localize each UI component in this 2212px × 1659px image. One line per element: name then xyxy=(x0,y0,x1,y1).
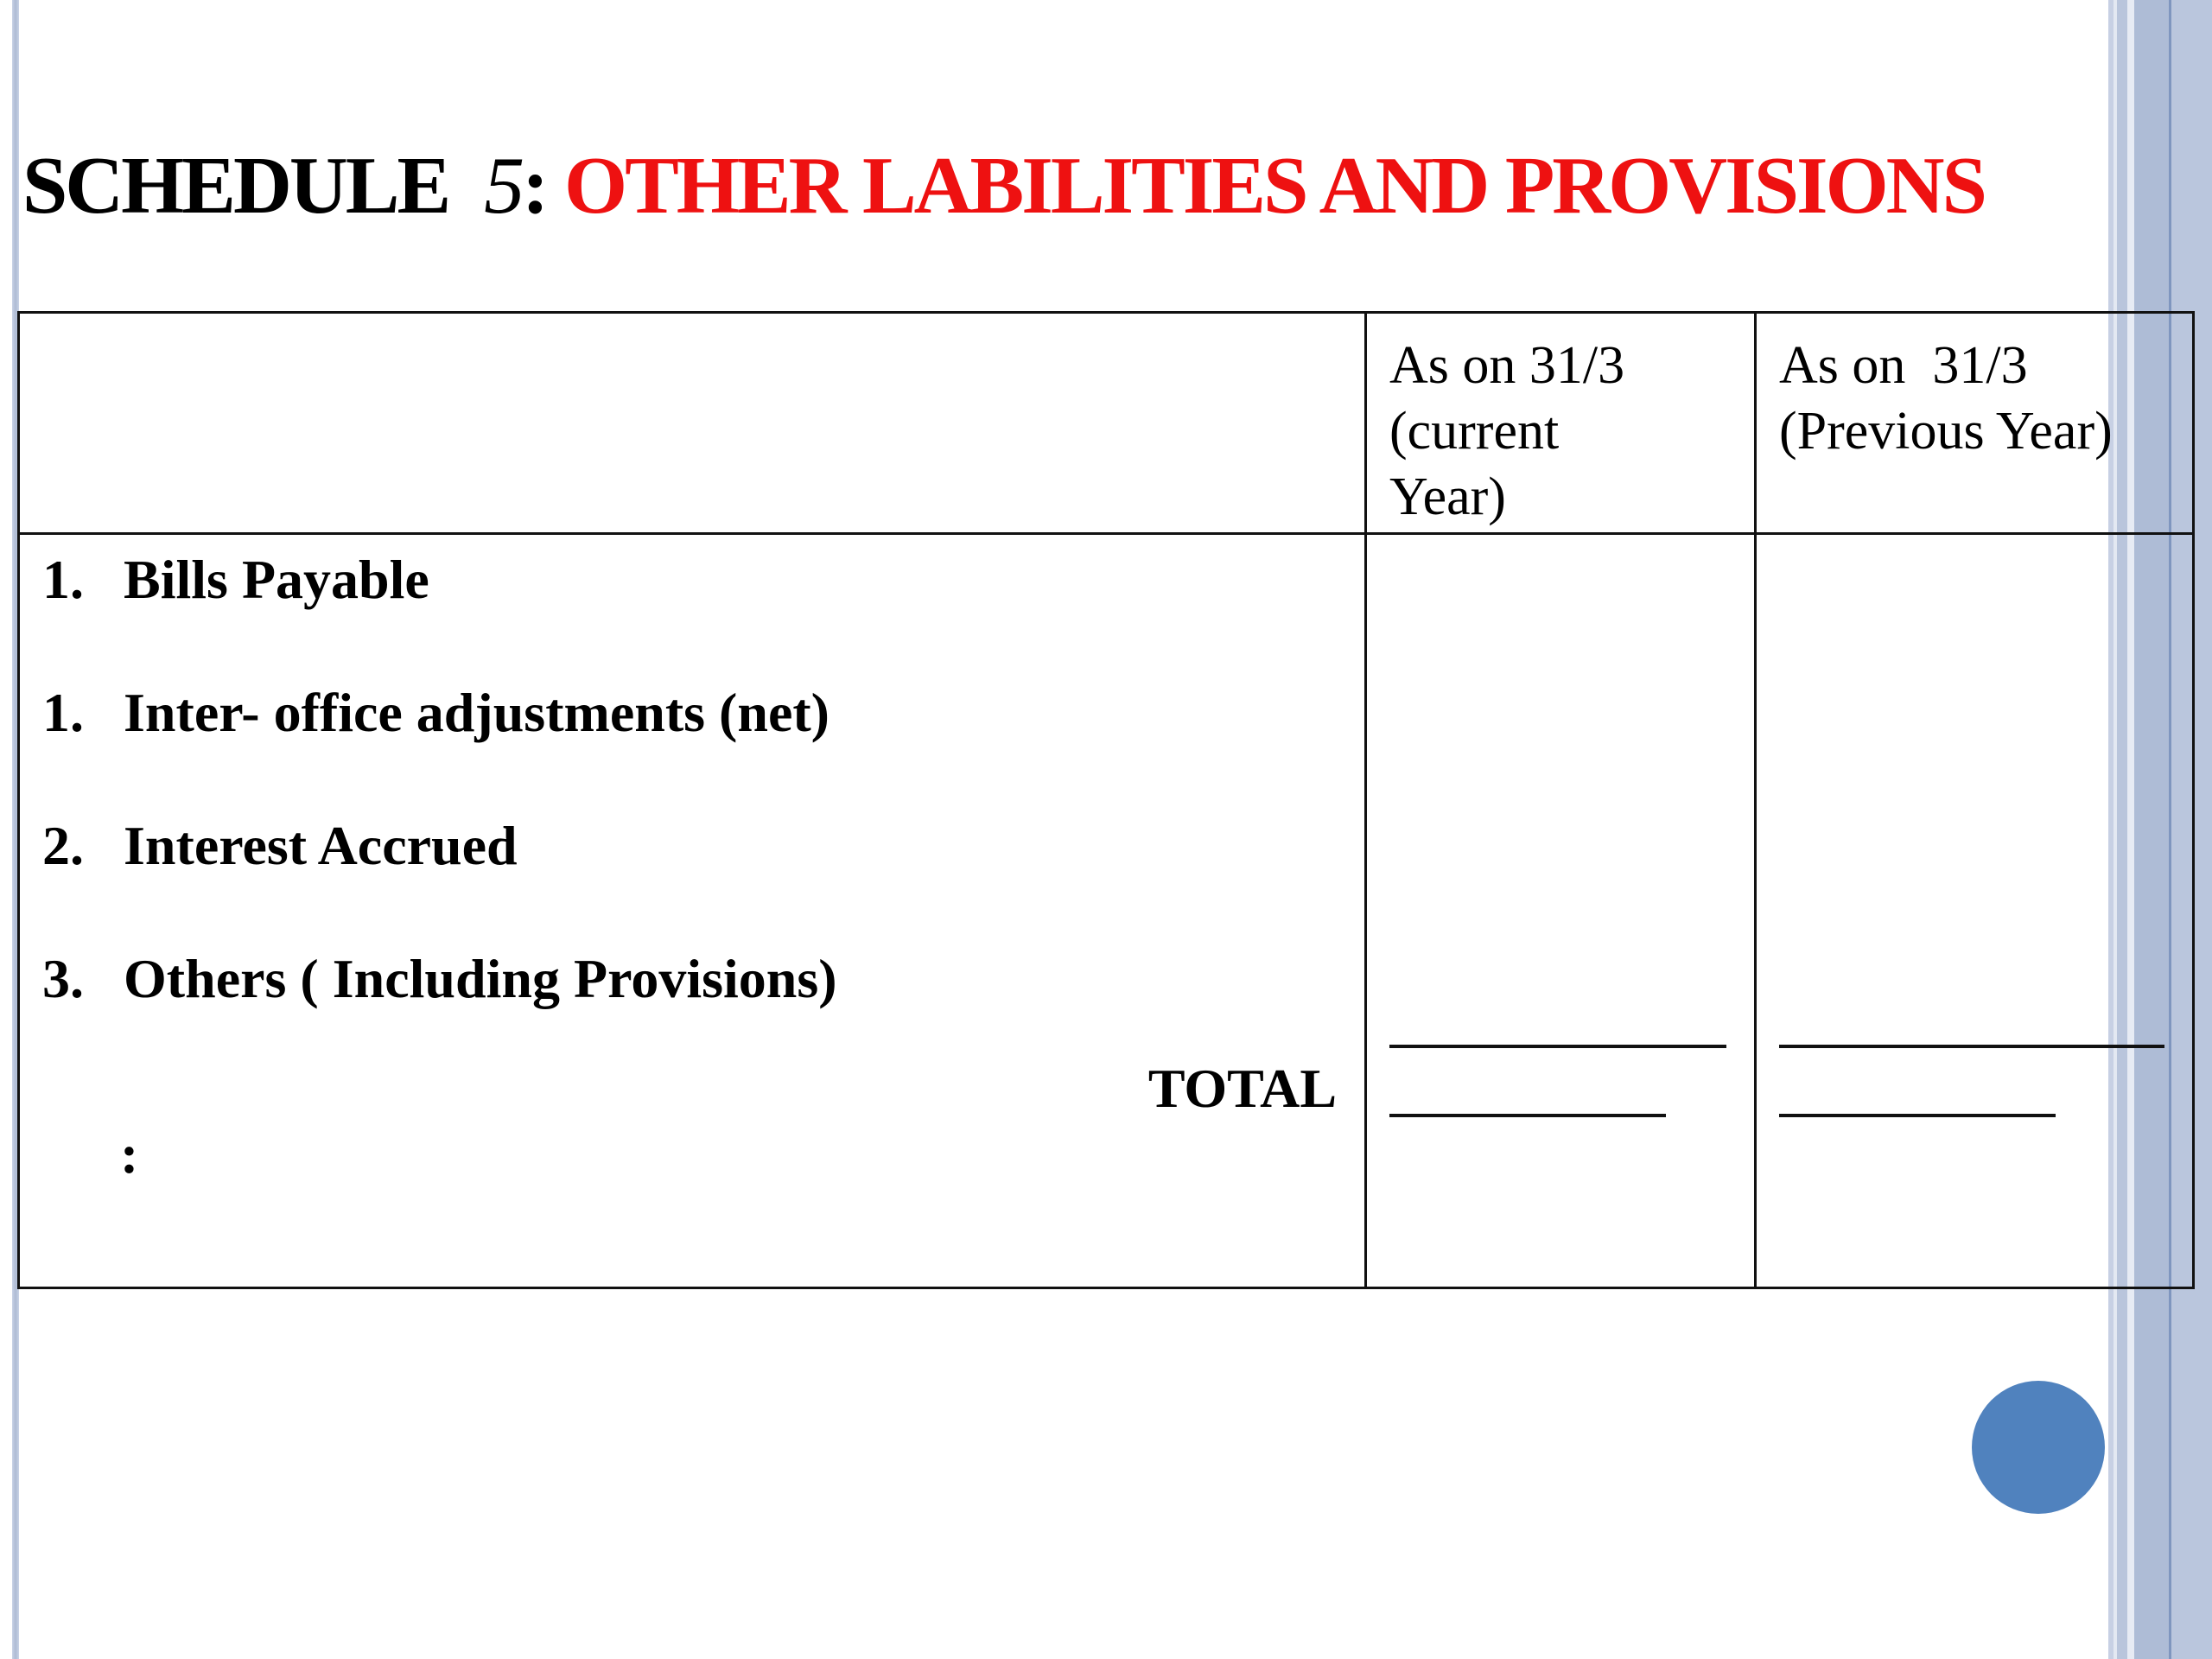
header-current-line-2: (current xyxy=(1389,402,1560,461)
slide-title xyxy=(22,141,1985,231)
header-previous-line-1: As on 31/3 xyxy=(1779,336,2028,395)
current-year-values-cell xyxy=(1366,534,1756,1288)
blue-circle-decoration xyxy=(1972,1381,2105,1514)
header-previous-year xyxy=(1756,313,2194,534)
current-total-underline-1 xyxy=(1389,1045,1726,1048)
header-current-line-1: As on 31/3 xyxy=(1389,336,1625,395)
schedule-table xyxy=(17,311,2195,1289)
title-separator: : xyxy=(522,141,547,231)
table-header-row xyxy=(19,313,2194,534)
list-item: 1. Bills Payable xyxy=(42,549,429,610)
list-item: 1. Inter- office adjustments (net) xyxy=(42,682,830,743)
title-number: 5 xyxy=(484,141,523,231)
current-total-underline-2 xyxy=(1389,1114,1666,1117)
previous-total-underline-1 xyxy=(1779,1045,2164,1048)
total-colon: : xyxy=(120,1123,139,1185)
previous-year-values-cell xyxy=(1756,534,2194,1288)
title-highlight: OTHER LABILITIES AND PROVISIONS xyxy=(563,141,1985,231)
header-description xyxy=(19,313,1366,534)
items-cell xyxy=(19,534,1366,1288)
header-previous-line-2: (Previous Year) xyxy=(1779,402,2113,461)
list-item: 3. Others ( Including Provisions) xyxy=(42,948,837,1009)
list-item: 2. Interest Accrued xyxy=(42,815,518,876)
table-body-row xyxy=(19,534,2194,1288)
total-label: TOTAL xyxy=(1147,1058,1337,1119)
header-current-year xyxy=(1366,313,1756,534)
title-prefix: SCHEDULE xyxy=(22,141,449,231)
header-current-line-3: Year) xyxy=(1389,467,1506,526)
previous-total-underline-2 xyxy=(1779,1114,2056,1117)
